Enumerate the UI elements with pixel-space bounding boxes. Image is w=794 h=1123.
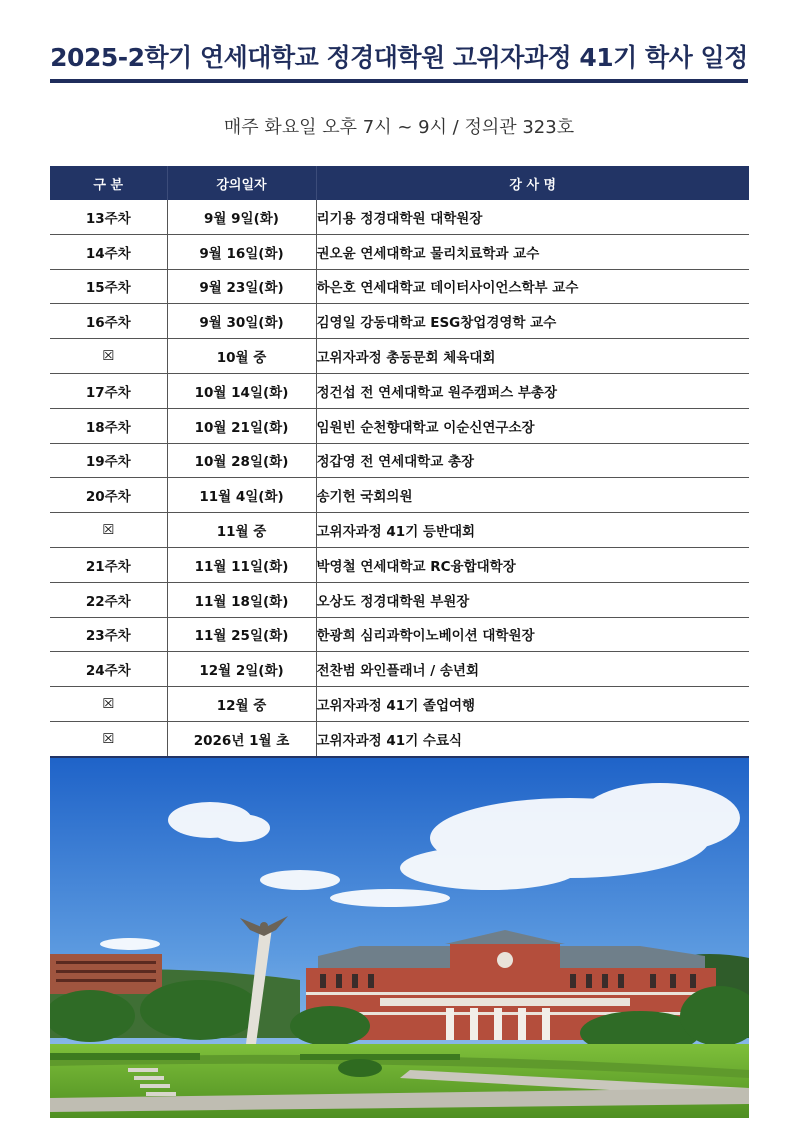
table-row — [50, 582, 749, 617]
table-row — [50, 304, 749, 339]
row-lecturer: 송기헌 국회의원 — [316, 478, 749, 513]
row-category: 16주차 — [50, 304, 167, 339]
row-lecturer: 정갑영 전 연세대학교 총장 — [316, 443, 749, 478]
row-category: 23주차 — [50, 617, 167, 652]
row-lecturer: 권오윤 연세대학교 물리치료학과 교수 — [316, 234, 749, 269]
row-category: 15주차 — [50, 269, 167, 304]
row-date: 9월 23일(화) — [167, 269, 316, 304]
title-underline — [50, 79, 748, 83]
header-date: 강의일자 — [167, 166, 316, 200]
table-row — [50, 234, 749, 269]
row-date: 9월 9일(화) — [167, 200, 316, 234]
row-lecturer: 하은호 연세대학교 데이터사이언스학부 교수 — [316, 269, 749, 304]
table-row — [50, 513, 749, 548]
row-date: 9월 16일(화) — [167, 234, 316, 269]
table-row — [50, 721, 749, 757]
header-category: 구 분 — [50, 166, 167, 200]
table-row — [50, 443, 749, 478]
row-category: 18주차 — [50, 408, 167, 443]
row-lecturer: 고위자과정 41기 등반대회 — [316, 513, 749, 548]
row-category: 24주차 — [50, 652, 167, 687]
row-date: 10월 14일(화) — [167, 373, 316, 408]
row-category: 13주차 — [50, 200, 167, 234]
row-date: 2026년 1월 초 — [167, 721, 316, 757]
row-date: 11월 중 — [167, 513, 316, 548]
row-category: ☒ — [50, 513, 167, 548]
row-lecturer: 박영철 연세대학교 RC융합대학장 — [316, 547, 749, 582]
row-lecturer: 임원빈 순천향대학교 이순신연구소장 — [316, 408, 749, 443]
header-lecturer: 강 사 명 — [316, 166, 749, 200]
table-row — [50, 652, 749, 687]
row-category: 21주차 — [50, 547, 167, 582]
row-lecturer: 고위자과정 41기 수료식 — [316, 721, 749, 757]
table-row — [50, 687, 749, 722]
page-title: 2025-2학기 연세대학교 정경대학원 고위자과정 41기 학사 일정 — [50, 43, 748, 72]
row-date: 10월 28일(화) — [167, 443, 316, 478]
row-lecturer: 김영일 강동대학교 ESG창업경영학 교수 — [316, 304, 749, 339]
table-row — [50, 478, 749, 513]
campus-photo — [50, 758, 749, 1118]
row-category: 17주차 — [50, 373, 167, 408]
row-date: 12월 중 — [167, 687, 316, 722]
table-row — [50, 269, 749, 304]
row-lecturer: 오상도 정경대학원 부원장 — [316, 582, 749, 617]
row-category: 14주차 — [50, 234, 167, 269]
row-date: 10월 21일(화) — [167, 408, 316, 443]
row-category: 19주차 — [50, 443, 167, 478]
row-category: ☒ — [50, 339, 167, 374]
row-lecturer: 전찬범 와인플래너 / 송년회 — [316, 652, 749, 687]
row-lecturer: 정건섭 전 연세대학교 원주캠퍼스 부총장 — [316, 373, 749, 408]
table-row — [50, 373, 749, 408]
row-category: ☒ — [50, 687, 167, 722]
table-header-row — [50, 166, 749, 200]
row-date: 12월 2일(화) — [167, 652, 316, 687]
table-row — [50, 339, 749, 374]
row-lecturer: 한광희 심리과학이노베이션 대학원장 — [316, 617, 749, 652]
row-date: 11월 25일(화) — [167, 617, 316, 652]
table-row — [50, 200, 749, 234]
row-category: 22주차 — [50, 582, 167, 617]
row-lecturer: 고위자과정 총동문회 체육대회 — [316, 339, 749, 374]
row-category: ☒ — [50, 721, 167, 757]
table-row — [50, 408, 749, 443]
row-lecturer: 고위자과정 41기 졸업여행 — [316, 687, 749, 722]
row-date: 10월 중 — [167, 339, 316, 374]
table-row — [50, 547, 749, 582]
row-date: 11월 11일(화) — [167, 547, 316, 582]
row-category: 20주차 — [50, 478, 167, 513]
row-lecturer: 리기용 정경대학원 대학원장 — [316, 200, 749, 234]
row-date: 9월 30일(화) — [167, 304, 316, 339]
row-date: 11월 4일(화) — [167, 478, 316, 513]
table-row — [50, 617, 749, 652]
row-date: 11월 18일(화) — [167, 582, 316, 617]
schedule-table — [50, 166, 749, 759]
schedule-subtitle: 매주 화요일 오후 7시 ~ 9시 / 정의관 323호 — [223, 117, 575, 138]
